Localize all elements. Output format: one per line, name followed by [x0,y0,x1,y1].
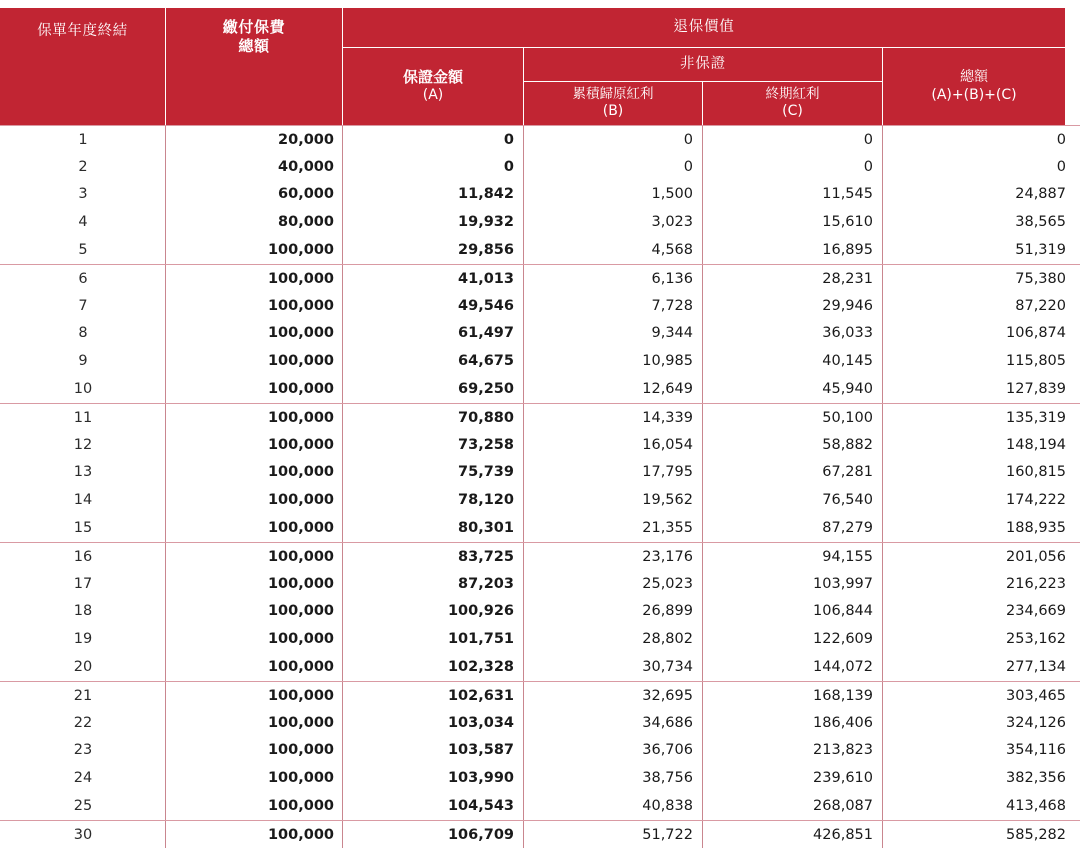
cell-accumulated-reversionary-bonus: 28,802 [642,631,693,648]
column-header-terminal-bonus-code: (C) [782,103,803,120]
cell-terminal-bonus: 186,406 [813,714,873,731]
table-row [0,570,1080,598]
cell-total-premium-paid: 100,000 [267,270,334,287]
cell-accumulated-reversionary-bonus: 4,568 [651,242,693,259]
cell-accumulated-reversionary-bonus: 0 [683,131,693,148]
cell-terminal-bonus: 45,940 [822,381,873,398]
cell-policy-year: 2 [78,158,88,175]
table-row [0,403,1080,431]
cell-grand-total: 216,223 [1006,575,1066,592]
column-header-guaranteed-amount-code: (A) [422,87,444,104]
cell-grand-total: 87,220 [1015,297,1066,314]
cell-accumulated-reversionary-bonus: 19,562 [642,492,693,509]
cell-policy-year: 19 [73,631,93,648]
cell-grand-total: 234,669 [1006,603,1066,620]
column-header-terminal-bonus [703,81,883,125]
cell-policy-year: 17 [73,575,93,592]
cell-grand-total: 115,805 [1006,353,1066,370]
cell-policy-year: 10 [73,381,93,398]
table-row [0,514,1080,542]
cell-terminal-bonus: 103,997 [813,575,873,592]
table-header [0,8,1065,125]
table-row [0,375,1080,403]
column-header-grand-total-label: 總額 [960,68,988,85]
cell-grand-total: 382,356 [1006,770,1066,787]
cell-grand-total: 324,126 [1006,714,1066,731]
cell-accumulated-reversionary-bonus: 34,686 [642,714,693,731]
cell-terminal-bonus: 94,155 [822,548,873,565]
cell-terminal-bonus: 36,033 [822,325,873,342]
column-header-total-premium-paid-line2: 總額 [238,37,270,56]
cell-policy-year: 13 [73,464,93,481]
cell-accumulated-reversionary-bonus: 51,722 [642,826,693,843]
cell-accumulated-reversionary-bonus: 38,756 [642,770,693,787]
cell-terminal-bonus: 144,072 [813,659,873,676]
cell-policy-year: 25 [73,798,93,815]
column-header-grand-total [883,47,1065,125]
cell-total-premium-paid: 40,000 [278,158,334,175]
cell-terminal-bonus: 426,851 [813,826,873,843]
cell-guaranteed-amount: 0 [503,158,514,175]
cell-guaranteed-amount: 73,258 [458,436,514,453]
table-row [0,125,1080,153]
cell-guaranteed-amount: 106,709 [447,826,514,843]
cell-terminal-bonus: 239,610 [813,770,873,787]
table-row [0,653,1080,681]
cell-guaranteed-amount: 64,675 [458,353,514,370]
cell-grand-total: 127,839 [1006,381,1066,398]
column-header-non-guaranteed-label: 非保證 [680,56,726,73]
cell-total-premium-paid: 100,000 [267,353,334,370]
cell-guaranteed-amount: 11,842 [458,186,514,203]
table-row [0,264,1080,292]
cell-total-premium-paid: 100,000 [267,631,334,648]
cell-terminal-bonus: 29,946 [822,297,873,314]
column-header-accumulated-reversionary-bonus [524,81,703,125]
cell-guaranteed-amount: 41,013 [458,270,514,287]
cell-terminal-bonus: 58,882 [822,436,873,453]
cell-grand-total: 38,565 [1015,214,1066,231]
cell-policy-year: 21 [73,687,93,704]
cell-policy-year: 15 [73,520,93,537]
table-row [0,292,1080,320]
cell-accumulated-reversionary-bonus: 17,795 [642,464,693,481]
column-header-non-guaranteed [524,47,883,81]
table-row [0,792,1080,820]
cell-terminal-bonus: 16,895 [822,242,873,259]
column-header-accumulated-reversionary-bonus-label: 累積歸原紅利 [572,85,654,102]
cell-guaranteed-amount: 101,751 [447,631,514,648]
cell-accumulated-reversionary-bonus: 10,985 [642,353,693,370]
table-row [0,208,1080,236]
cell-total-premium-paid: 100,000 [267,520,334,537]
cell-policy-year: 3 [78,186,88,203]
cell-grand-total: 0 [1056,158,1066,175]
cell-guaranteed-amount: 49,546 [458,297,514,314]
cell-total-premium-paid: 100,000 [267,659,334,676]
column-header-terminal-bonus-label: 終期紅利 [765,85,820,102]
cell-total-premium-paid: 100,000 [267,798,334,815]
cell-total-premium-paid: 100,000 [267,464,334,481]
cell-guaranteed-amount: 61,497 [458,325,514,342]
cell-accumulated-reversionary-bonus: 21,355 [642,520,693,537]
cell-policy-year: 18 [73,603,93,620]
cell-policy-year: 7 [78,297,88,314]
cell-guaranteed-amount: 0 [503,131,514,148]
cell-grand-total: 24,887 [1015,186,1066,203]
cell-terminal-bonus: 15,610 [822,214,873,231]
cell-terminal-bonus: 11,545 [822,186,873,203]
cell-total-premium-paid: 20,000 [278,131,334,148]
column-header-grand-total-formula: (A)+(B)+(C) [931,86,1017,103]
cell-policy-year: 8 [78,325,88,342]
cell-guaranteed-amount: 103,034 [447,714,514,731]
cell-accumulated-reversionary-bonus: 9,344 [651,325,693,342]
cell-guaranteed-amount: 29,856 [458,242,514,259]
table-row [0,181,1080,209]
cell-grand-total: 354,116 [1006,742,1066,759]
column-header-policy-year-label: 保單年度終結 [37,23,128,39]
cell-accumulated-reversionary-bonus: 3,023 [651,214,693,231]
cell-policy-year: 24 [73,770,93,787]
cell-accumulated-reversionary-bonus: 36,706 [642,742,693,759]
cell-accumulated-reversionary-bonus: 26,899 [642,603,693,620]
cell-accumulated-reversionary-bonus: 16,054 [642,436,693,453]
cell-total-premium-paid: 100,000 [267,297,334,314]
column-header-guaranteed-amount [343,47,524,125]
cell-terminal-bonus: 40,145 [822,353,873,370]
cell-accumulated-reversionary-bonus: 23,176 [642,548,693,565]
column-header-guaranteed-amount-label: 保證金額 [402,67,463,86]
cell-grand-total: 51,319 [1015,242,1066,259]
cell-guaranteed-amount: 19,932 [458,214,514,231]
cell-accumulated-reversionary-bonus: 32,695 [642,687,693,704]
cell-policy-year: 11 [73,409,93,426]
table-row [0,598,1080,626]
table-row [0,486,1080,514]
cell-grand-total: 106,874 [1006,325,1066,342]
cell-terminal-bonus: 50,100 [822,409,873,426]
cell-guaranteed-amount: 69,250 [458,381,514,398]
table-row [0,542,1080,570]
cell-accumulated-reversionary-bonus: 14,339 [642,409,693,426]
table-row [0,320,1080,348]
table-row [0,820,1080,848]
cell-total-premium-paid: 100,000 [267,770,334,787]
cell-accumulated-reversionary-bonus: 25,023 [642,575,693,592]
cell-terminal-bonus: 122,609 [813,631,873,648]
cell-guaranteed-amount: 80,301 [458,520,514,537]
cell-total-premium-paid: 100,000 [267,381,334,398]
cell-accumulated-reversionary-bonus: 12,649 [642,381,693,398]
cell-guaranteed-amount: 78,120 [458,492,514,509]
table-row [0,737,1080,765]
cell-guaranteed-amount: 87,203 [458,575,514,592]
cell-policy-year: 1 [78,131,88,148]
cell-terminal-bonus: 76,540 [822,492,873,509]
cell-guaranteed-amount: 75,739 [458,464,514,481]
cell-total-premium-paid: 100,000 [267,714,334,731]
cell-grand-total: 160,815 [1006,464,1066,481]
table-row [0,459,1080,487]
cell-total-premium-paid: 100,000 [267,548,334,565]
cell-policy-year: 9 [78,353,88,370]
cell-grand-total: 277,134 [1006,659,1066,676]
cell-total-premium-paid: 100,000 [267,687,334,704]
cell-policy-year: 23 [73,742,93,759]
cell-total-premium-paid: 100,000 [267,409,334,426]
cell-terminal-bonus: 28,231 [822,270,873,287]
cell-accumulated-reversionary-bonus: 6,136 [651,270,693,287]
table-row [0,709,1080,737]
cell-policy-year: 30 [73,826,93,843]
cell-terminal-bonus: 106,844 [813,603,873,620]
cell-terminal-bonus: 213,823 [813,742,873,759]
cell-guaranteed-amount: 83,725 [458,548,514,565]
cell-grand-total: 303,465 [1006,687,1066,704]
column-header-total-premium-paid-line1: 繳付保費 [222,18,286,36]
cell-policy-year: 20 [73,659,93,676]
cell-grand-total: 135,319 [1006,409,1066,426]
cell-accumulated-reversionary-bonus: 30,734 [642,659,693,676]
table-row [0,347,1080,375]
cell-terminal-bonus: 0 [863,158,873,175]
cell-policy-year: 12 [73,436,93,453]
cell-total-premium-paid: 100,000 [267,436,334,453]
cell-terminal-bonus: 0 [863,131,873,148]
cell-total-premium-paid: 100,000 [267,826,334,843]
cell-policy-year: 6 [78,270,88,287]
cell-grand-total: 253,162 [1006,631,1066,648]
column-header-total-premium-paid [166,8,343,125]
cell-grand-total: 413,468 [1006,798,1066,815]
cell-guaranteed-amount: 102,328 [447,659,514,676]
column-header-accumulated-reversionary-bonus-code: (B) [602,103,624,120]
cell-policy-year: 4 [78,214,88,231]
cell-guaranteed-amount: 100,926 [447,603,514,620]
cell-grand-total: 75,380 [1015,270,1066,287]
column-header-policy-year [0,8,166,125]
table-body [0,125,1080,848]
cell-grand-total: 0 [1056,131,1066,148]
cell-guaranteed-amount: 104,543 [447,798,514,815]
cell-guaranteed-amount: 103,990 [447,770,514,787]
table-row [0,153,1080,181]
table-row [0,625,1080,653]
cell-policy-year: 16 [73,548,93,565]
cell-grand-total: 174,222 [1006,492,1066,509]
cell-grand-total: 201,056 [1006,548,1066,565]
cell-guaranteed-amount: 102,631 [447,687,514,704]
table-row [0,236,1080,264]
cell-guaranteed-amount: 70,880 [458,409,514,426]
table-row [0,681,1080,709]
cell-total-premium-paid: 100,000 [267,742,334,759]
column-header-surrender-value [343,8,1065,47]
cell-policy-year: 14 [73,492,93,509]
cell-grand-total: 585,282 [1006,826,1066,843]
cell-total-premium-paid: 100,000 [267,242,334,259]
cell-accumulated-reversionary-bonus: 1,500 [651,186,693,203]
cell-terminal-bonus: 67,281 [822,464,873,481]
cell-accumulated-reversionary-bonus: 7,728 [651,297,693,314]
cell-total-premium-paid: 80,000 [278,214,334,231]
cell-guaranteed-amount: 103,587 [447,742,514,759]
cell-terminal-bonus: 87,279 [822,520,873,537]
table-row [0,431,1080,459]
cell-total-premium-paid: 100,000 [267,325,334,342]
cell-accumulated-reversionary-bonus: 0 [683,158,693,175]
cell-accumulated-reversionary-bonus: 40,838 [642,798,693,815]
cell-terminal-bonus: 268,087 [813,798,873,815]
cell-policy-year: 5 [78,242,88,259]
cell-grand-total: 148,194 [1006,436,1066,453]
table-row [0,764,1080,792]
cell-terminal-bonus: 168,139 [813,687,873,704]
cell-total-premium-paid: 100,000 [267,492,334,509]
cell-policy-year: 22 [73,714,93,731]
column-header-surrender-value-label: 退保價值 [673,19,735,36]
cell-total-premium-paid: 60,000 [278,186,334,203]
cell-grand-total: 188,935 [1006,520,1066,537]
cell-total-premium-paid: 100,000 [267,603,334,620]
cell-total-premium-paid: 100,000 [267,575,334,592]
